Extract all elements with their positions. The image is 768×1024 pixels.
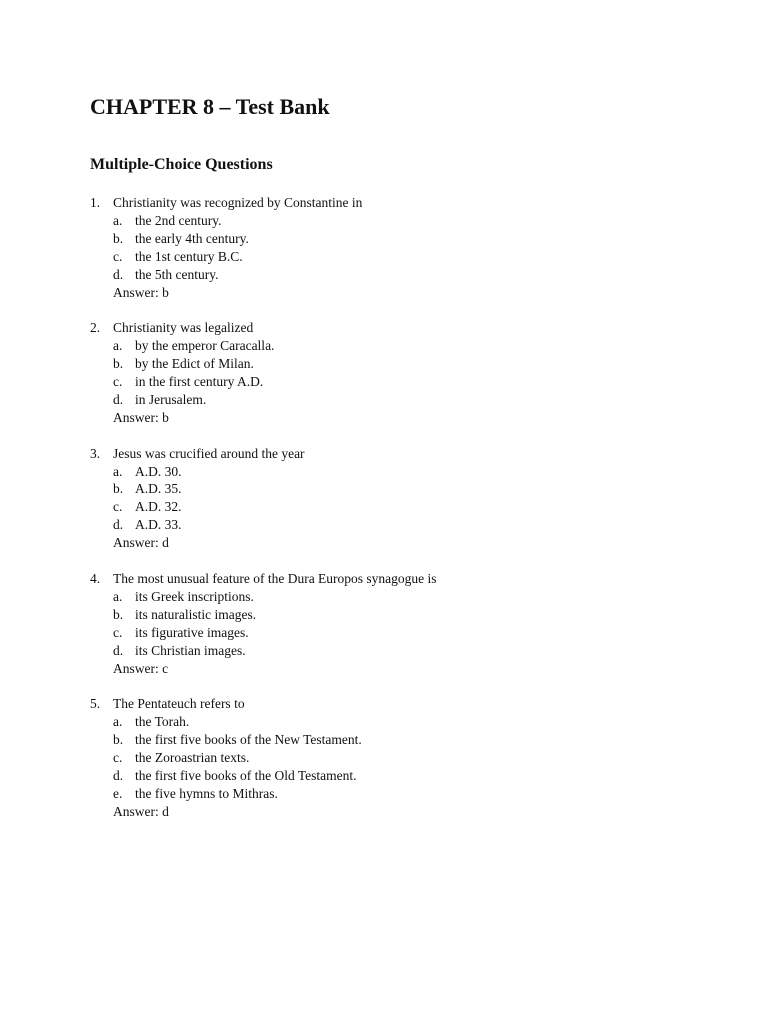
option-letter: b. <box>113 230 124 246</box>
answer-option <box>90 212 710 230</box>
question-number: 1. <box>90 195 101 210</box>
option-text: A.D. 35. <box>135 481 182 497</box>
option-letter: d. <box>113 266 124 282</box>
question-stem <box>90 194 710 212</box>
answer-option <box>90 266 710 284</box>
answer-key: Answer: d <box>113 535 169 551</box>
answer-option <box>90 713 710 731</box>
option-letter: c. <box>113 750 123 766</box>
option-text: in Jerusalem. <box>135 391 207 407</box>
answer-option <box>90 624 710 642</box>
question-4 <box>90 570 710 677</box>
question-text: Christianity was legalized <box>113 320 254 336</box>
option-letter: a. <box>113 588 123 604</box>
option-letter: a. <box>113 714 123 730</box>
answer-key: Answer: c <box>113 660 169 676</box>
option-letter: b. <box>113 732 124 748</box>
question-3 <box>90 445 710 552</box>
option-text: the Zoroastrian texts. <box>135 750 250 766</box>
answer-option <box>90 355 710 373</box>
option-letter: b. <box>113 606 124 622</box>
answer-option <box>90 480 710 498</box>
answer-option <box>90 516 710 534</box>
option-letter: c. <box>113 248 123 264</box>
option-letter: d. <box>113 517 124 533</box>
option-text: the early 4th century. <box>135 230 249 246</box>
option-text: the first five books of the New Testament. <box>135 732 362 748</box>
option-text: the 2nd century. <box>135 212 222 228</box>
option-text: A.D. 30. <box>135 463 182 479</box>
option-text: by the emperor Caracalla. <box>135 338 275 354</box>
option-letter: d. <box>113 642 124 658</box>
answer-option <box>90 731 710 749</box>
question-number: 4. <box>90 570 101 586</box>
option-letter: b. <box>113 481 124 497</box>
option-text: the first five books of the Old Testament. <box>135 767 357 783</box>
question-text: Jesus was crucified around the year <box>113 445 305 461</box>
option-text: the 5th century. <box>135 266 219 282</box>
option-text: A.D. 33. <box>135 517 182 533</box>
answer-option <box>90 498 710 516</box>
question-list <box>90 194 710 839</box>
option-text: the five hymns to Mithras. <box>135 785 278 801</box>
option-letter: a. <box>113 212 123 228</box>
option-letter: b. <box>113 356 124 372</box>
option-text: the 1st century B.C. <box>135 248 243 264</box>
option-text: its Greek inscriptions. <box>135 588 254 604</box>
answer-option <box>90 230 710 248</box>
section-title: Multiple-Choice Questions <box>90 156 273 173</box>
question-5 <box>90 695 710 820</box>
question-number: 5. <box>90 696 101 712</box>
question-1 <box>90 194 710 301</box>
option-text: by the Edict of Milan. <box>135 356 254 372</box>
option-text: A.D. 32. <box>135 499 182 515</box>
option-letter: c. <box>113 374 123 390</box>
option-letter: a. <box>113 463 123 479</box>
question-number: 2. <box>90 320 101 336</box>
question-text: Christianity was recognized by Constantine in <box>113 195 363 210</box>
option-letter: d. <box>113 391 124 407</box>
option-letter: a. <box>113 338 123 354</box>
answer-option <box>90 749 710 767</box>
answer-option <box>90 785 710 803</box>
answer-option <box>90 767 710 785</box>
question-stem <box>90 695 710 713</box>
option-letter: e. <box>113 785 123 801</box>
answer-option <box>90 588 710 606</box>
question-stem <box>90 319 710 337</box>
question-stem <box>90 570 710 588</box>
option-text: the Torah. <box>135 714 190 730</box>
question-text: The most unusual feature of the Dura Europos synagogue is <box>113 570 437 586</box>
question-number: 3. <box>90 445 101 461</box>
question-text: The Pentateuch refers to <box>113 696 245 712</box>
option-text: its figurative images. <box>135 624 249 640</box>
answer-key: Answer: d <box>113 803 169 819</box>
answer-option <box>90 463 710 481</box>
question-2 <box>90 319 710 426</box>
answer-option <box>90 642 710 660</box>
answer-option <box>90 337 710 355</box>
option-letter: c. <box>113 499 123 515</box>
option-text: its Christian images. <box>135 642 246 658</box>
option-letter: c. <box>113 624 123 640</box>
answer-key: Answer: b <box>113 284 169 300</box>
answer-option <box>90 606 710 624</box>
answer-option <box>90 248 710 266</box>
answer-option <box>90 373 710 391</box>
answer-key: Answer: b <box>113 409 169 425</box>
chapter-title: CHAPTER 8 – Test Bank <box>90 94 330 119</box>
option-text: in the first century A.D. <box>135 374 264 390</box>
option-letter: d. <box>113 767 124 783</box>
question-stem <box>90 445 710 463</box>
option-text: its naturalistic images. <box>135 606 257 622</box>
answer-option <box>90 391 710 409</box>
